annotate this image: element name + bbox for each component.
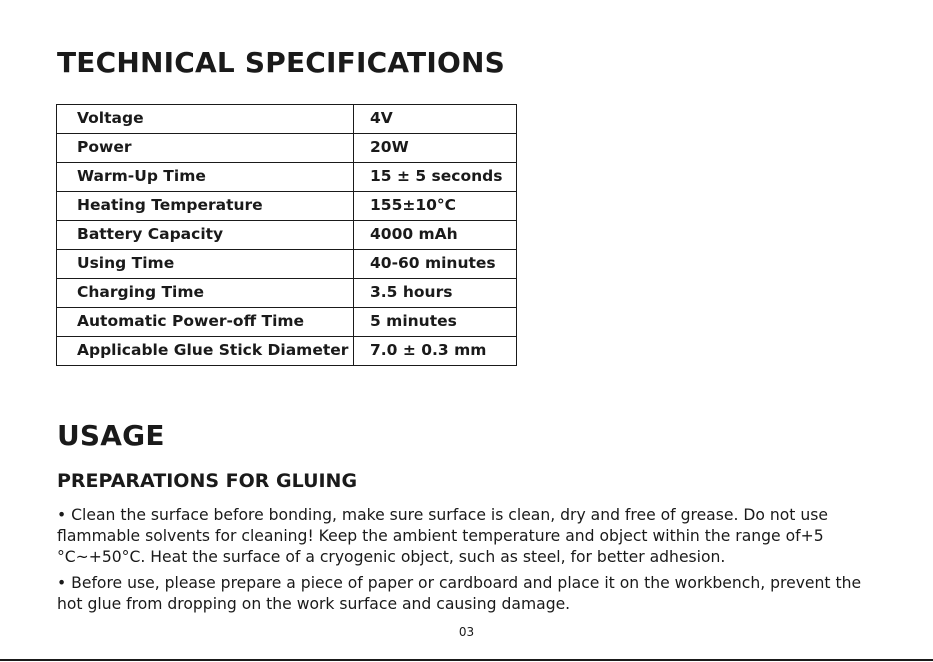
- spec-value: 3.5 hours: [354, 279, 517, 308]
- spec-label: Heating Temperature: [57, 192, 354, 221]
- table-row: [57, 105, 517, 134]
- spec-label: Power: [57, 134, 354, 163]
- usage-paragraph: • Clean the surface before bonding, make sure surface is clean, dry and free of grease. Do not use flammable solvents for cleaning! Keep the ambient temperature and object within the range of+5 °C~+50°C. Heat the surface of a cryogenic object, such as steel, for better adhesion.: [57, 506, 828, 566]
- page-number: 03: [458, 625, 475, 639]
- table-row: [57, 308, 517, 337]
- table-row: [57, 279, 517, 308]
- table-row: [57, 250, 517, 279]
- specifications-table: [56, 104, 517, 366]
- spec-value: 4000 mAh: [354, 221, 517, 250]
- section-title-usage: USAGE: [57, 419, 165, 452]
- usage-paragraph: • Before use, please prepare a piece of paper or cardboard and place it on the workbench, prevent the hot glue from dropping on the work surface and causing damage.: [57, 574, 862, 613]
- spec-label: Using Time: [57, 250, 354, 279]
- spec-value: 20W: [354, 134, 517, 163]
- table-row: [57, 192, 517, 221]
- spec-value: 5 minutes: [354, 308, 517, 337]
- spec-value: 7.0 ± 0.3 mm: [354, 337, 517, 366]
- spec-label: Battery Capacity: [57, 221, 354, 250]
- spec-value: 4V: [354, 105, 517, 134]
- table-row: [57, 337, 517, 366]
- table-row: [57, 163, 517, 192]
- spec-label: Charging Time: [57, 279, 354, 308]
- spec-value: 40-60 minutes: [354, 250, 517, 279]
- spec-label: Voltage: [57, 105, 354, 134]
- specifications-table-body: [57, 105, 517, 366]
- table-row: [57, 221, 517, 250]
- subsection-title-preparations: PREPARATIONS FOR GLUING: [57, 470, 358, 492]
- spec-label: Automatic Power-off Time: [57, 308, 354, 337]
- section-title-technical-specifications: TECHNICAL SPECIFICATIONS: [57, 46, 505, 79]
- spec-label: Applicable Glue Stick Diameter: [57, 337, 354, 366]
- spec-label: Warm-Up Time: [57, 163, 354, 192]
- bottom-divider: [0, 659, 933, 661]
- spec-value: 15 ± 5 seconds: [354, 163, 517, 192]
- spec-value: 155±10°C: [354, 192, 517, 221]
- table-row: [57, 134, 517, 163]
